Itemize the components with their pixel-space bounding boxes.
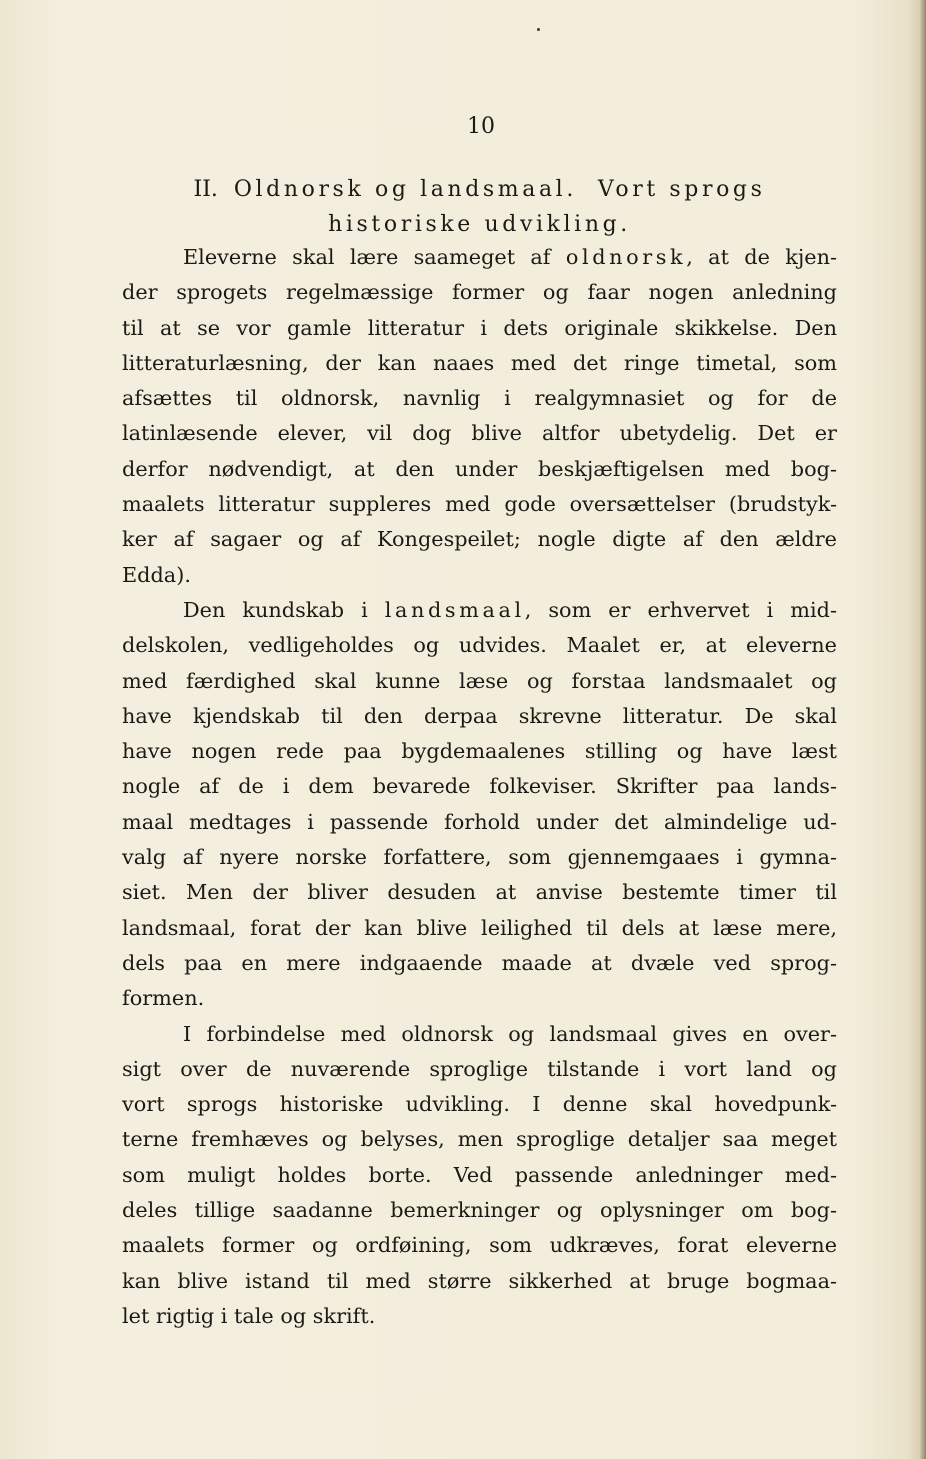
section-title-cont: Vort sprogs — [597, 177, 766, 202]
text-line — [122, 628, 837, 663]
text-run: landsmaal, forat der kan blive leilighed til dels at læse mere, — [122, 915, 837, 940]
text-line — [122, 381, 837, 416]
text-line — [122, 1228, 837, 1263]
text-line — [122, 1087, 837, 1122]
text-line — [122, 416, 837, 451]
text-line — [122, 805, 837, 840]
spaced-term: landsmaal — [384, 597, 525, 622]
text-run: latinlæsende elever, vil dog blive altfor ubetydelig. Det er — [122, 421, 837, 446]
text-line — [122, 734, 837, 769]
page-number: 10 — [467, 114, 495, 139]
text-line — [122, 1193, 837, 1228]
text-line — [122, 840, 837, 875]
text-run: kan blive istand til med større sikkerhed at bruge bogmaa- — [122, 1268, 837, 1293]
paragraph — [122, 1017, 837, 1335]
text-run: maal medtages i passende forhold under det almindelige ud- — [122, 809, 837, 834]
page-edge — [920, 0, 926, 1459]
text-line — [122, 487, 837, 522]
text-run: terne fremhæves og belyses, men sproglige detaljer saa meget — [122, 1127, 837, 1152]
text-line — [122, 346, 837, 381]
text-run: som muligt holdes borte. Ved passende anledninger med- — [122, 1162, 837, 1187]
text-run: sigt over de nuværende sproglige tilstande i vort land og — [122, 1056, 837, 1081]
text-run: siet. Men der bliver desuden at anvise bestemte timer til — [122, 880, 837, 905]
text-run: valg af nyere norske forfattere, som gjennemgaaes i gymna- — [122, 845, 837, 870]
text-line — [122, 1017, 837, 1052]
spaced-term: oldnorsk — [565, 245, 687, 269]
text-run: Den kundskab i — [183, 597, 385, 622]
text-run: have kjendskab til den derpaa skrevne litteratur. De skal — [122, 703, 837, 728]
text-line — [122, 311, 837, 346]
text-run: Eleverne skal lære saameget af — [183, 245, 566, 269]
text-line — [122, 522, 837, 557]
text-line — [122, 1052, 837, 1087]
text-run: derfor nødvendigt, at den under beskjæftigelsen med bog- — [122, 456, 837, 481]
text-line — [122, 240, 837, 275]
text-run: til at se vor gamle litteratur i dets originale skikkelse. Den — [122, 315, 837, 340]
section-title: Oldnorsk og landsmaal. — [233, 177, 577, 202]
text-line — [122, 593, 837, 628]
text-run: have nogen rede paa bygdemaalenes stilling og have læst — [122, 739, 837, 764]
text-run: maalets litteratur suppleres med gode oversættelser (brudstyk- — [122, 492, 837, 517]
section-heading — [122, 172, 837, 242]
text-run: let rigtig i tale og skrift. — [122, 1303, 376, 1328]
text-run: Edda). — [122, 562, 191, 587]
text-run: deles tillige saadanne bemerkninger og oplysninger om bog- — [122, 1198, 837, 1223]
section-heading-line-1 — [122, 172, 837, 207]
ink-speck — [537, 28, 540, 31]
paragraph — [122, 593, 837, 1017]
text-run: nogle af de i dem bevarede folkeviser. Skrifter paa lands- — [122, 774, 837, 799]
text-line — [122, 1264, 837, 1299]
section-heading-line-2 — [122, 207, 837, 242]
text-run: formen. — [122, 986, 205, 1011]
text-line — [122, 558, 837, 593]
text-run: maalets former og ordføining, som udkræves, forat eleverne — [122, 1233, 837, 1258]
section-numeral: II. — [193, 177, 218, 202]
text-line — [122, 699, 837, 734]
text-run: I forbindelse med oldnorsk og landsmaal gives en over- — [183, 1021, 837, 1046]
text-line — [122, 981, 837, 1016]
text-line — [122, 1122, 837, 1157]
text-run: med færdighed skal kunne læse og forstaa landsmaalet og — [122, 668, 837, 693]
section-subtitle: historiske udvikling. — [328, 212, 631, 237]
text-run: afsættes til oldnorsk, navnlig i realgymnasiet og for de — [122, 386, 837, 411]
text-line — [122, 946, 837, 981]
text-run: , at de kjen- — [686, 245, 837, 269]
text-run: vort sprogs historiske udvikling. I denne skal hovedpunk- — [122, 1092, 837, 1117]
text-run: ker af sagaer og af Kongespeilet; nogle digte af den ældre — [122, 527, 837, 552]
text-line — [122, 1158, 837, 1193]
body-text — [122, 240, 837, 1334]
text-run: , som er erhvervet i mid- — [524, 597, 837, 622]
text-run: dels paa en mere indgaaende maade at dvæle ved sprog- — [122, 950, 837, 975]
text-run: litteraturlæsning, der kan naaes med det ringe timetal, som — [122, 350, 837, 375]
text-line — [122, 1299, 837, 1334]
text-line — [122, 875, 837, 910]
paragraph — [122, 240, 837, 593]
text-line — [122, 769, 837, 804]
text-line — [122, 911, 837, 946]
text-line — [122, 275, 837, 310]
text-line — [122, 664, 837, 699]
text-line — [122, 452, 837, 487]
text-run: der sprogets regelmæssige former og faar nogen anledning — [122, 280, 837, 305]
text-run: delskolen, vedligeholdes og udvides. Maalet er, at eleverne — [122, 633, 837, 658]
